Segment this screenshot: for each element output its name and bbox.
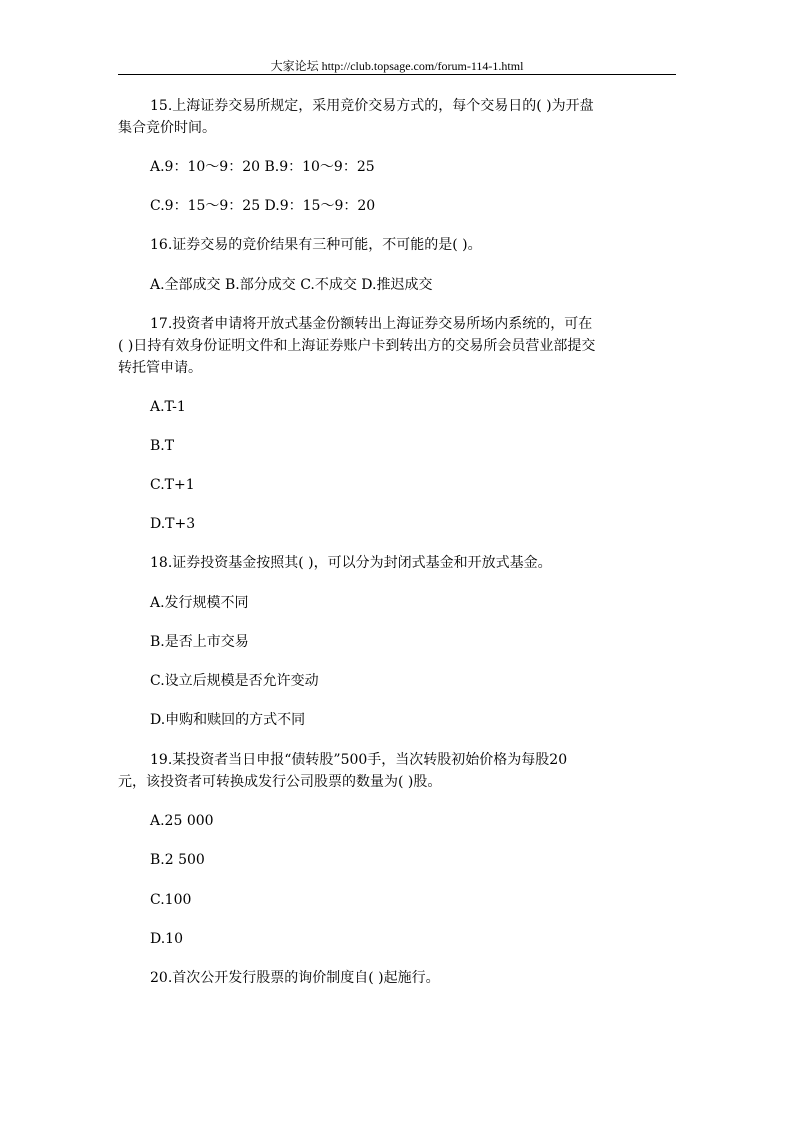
question-16-stem: 16.证券交易的竞价结果有三种可能，不可能的是( )。 xyxy=(150,237,482,253)
header-rule xyxy=(118,74,676,75)
question-19-option-b: B.2 500 xyxy=(150,852,205,868)
question-15-stem-line-2: 集合竞价时间。 xyxy=(118,120,216,136)
question-18-option-a: A.发行规模不同 xyxy=(150,595,249,611)
question-19-option-a: A.25 000 xyxy=(150,813,214,829)
question-17-option-c: C.T+1 xyxy=(150,477,195,493)
question-17-option-a: A.T-1 xyxy=(150,399,186,415)
question-18-option-c: C.设立后规模是否允许变动 xyxy=(150,673,319,689)
question-19-option-c: C.100 xyxy=(150,892,192,908)
question-18-option-d: D.申购和赎回的方式不同 xyxy=(150,712,306,728)
question-17-option-b: B.T xyxy=(150,438,175,454)
question-15-option-line-2: C.9：15～9：25 D.9：15～9：20 xyxy=(150,198,376,214)
question-15-stem-line-1: 15.上海证券交易所规定，采用竞价交易方式的，每个交易日的( )为开盘 xyxy=(150,98,594,114)
question-18-stem: 18.证券投资基金按照其( )，可以分为封闭式基金和开放式基金。 xyxy=(150,555,552,571)
question-19-option-d: D.10 xyxy=(150,931,183,947)
question-19-stem-line-1: 19.某投资者当日申报“债转股”500手，当次转股初始价格为每股20 xyxy=(150,752,568,768)
question-17-stem-line-2: ( )日持有效身份证明文件和上海证券账户卡到转出方的交易所会员营业部提交 xyxy=(118,338,596,354)
question-17-stem-line-1: 17.投资者申请将开放式基金份额转出上海证券交易所场内系统的，可在 xyxy=(150,316,593,332)
question-17-stem-line-3: 转托管申请。 xyxy=(118,360,202,376)
question-18-option-b: B.是否上市交易 xyxy=(150,634,249,650)
question-15-option-line-1: A.9：10～9：20 B.9：10～9：25 xyxy=(150,159,375,175)
question-16-options: A.全部成交 B.部分成交 C.不成交 D.推迟成交 xyxy=(150,277,433,293)
question-17-option-d: D.T+3 xyxy=(150,516,196,532)
page-header: 大家论坛 http://club.topsage.com/forum-114-1.html xyxy=(270,59,524,73)
question-20-stem: 20.首次公开发行股票的询价制度自( )起施行。 xyxy=(150,970,440,986)
question-19-stem-line-2: 元，该投资者可转换成发行公司股票的数量为( )股。 xyxy=(118,774,442,790)
